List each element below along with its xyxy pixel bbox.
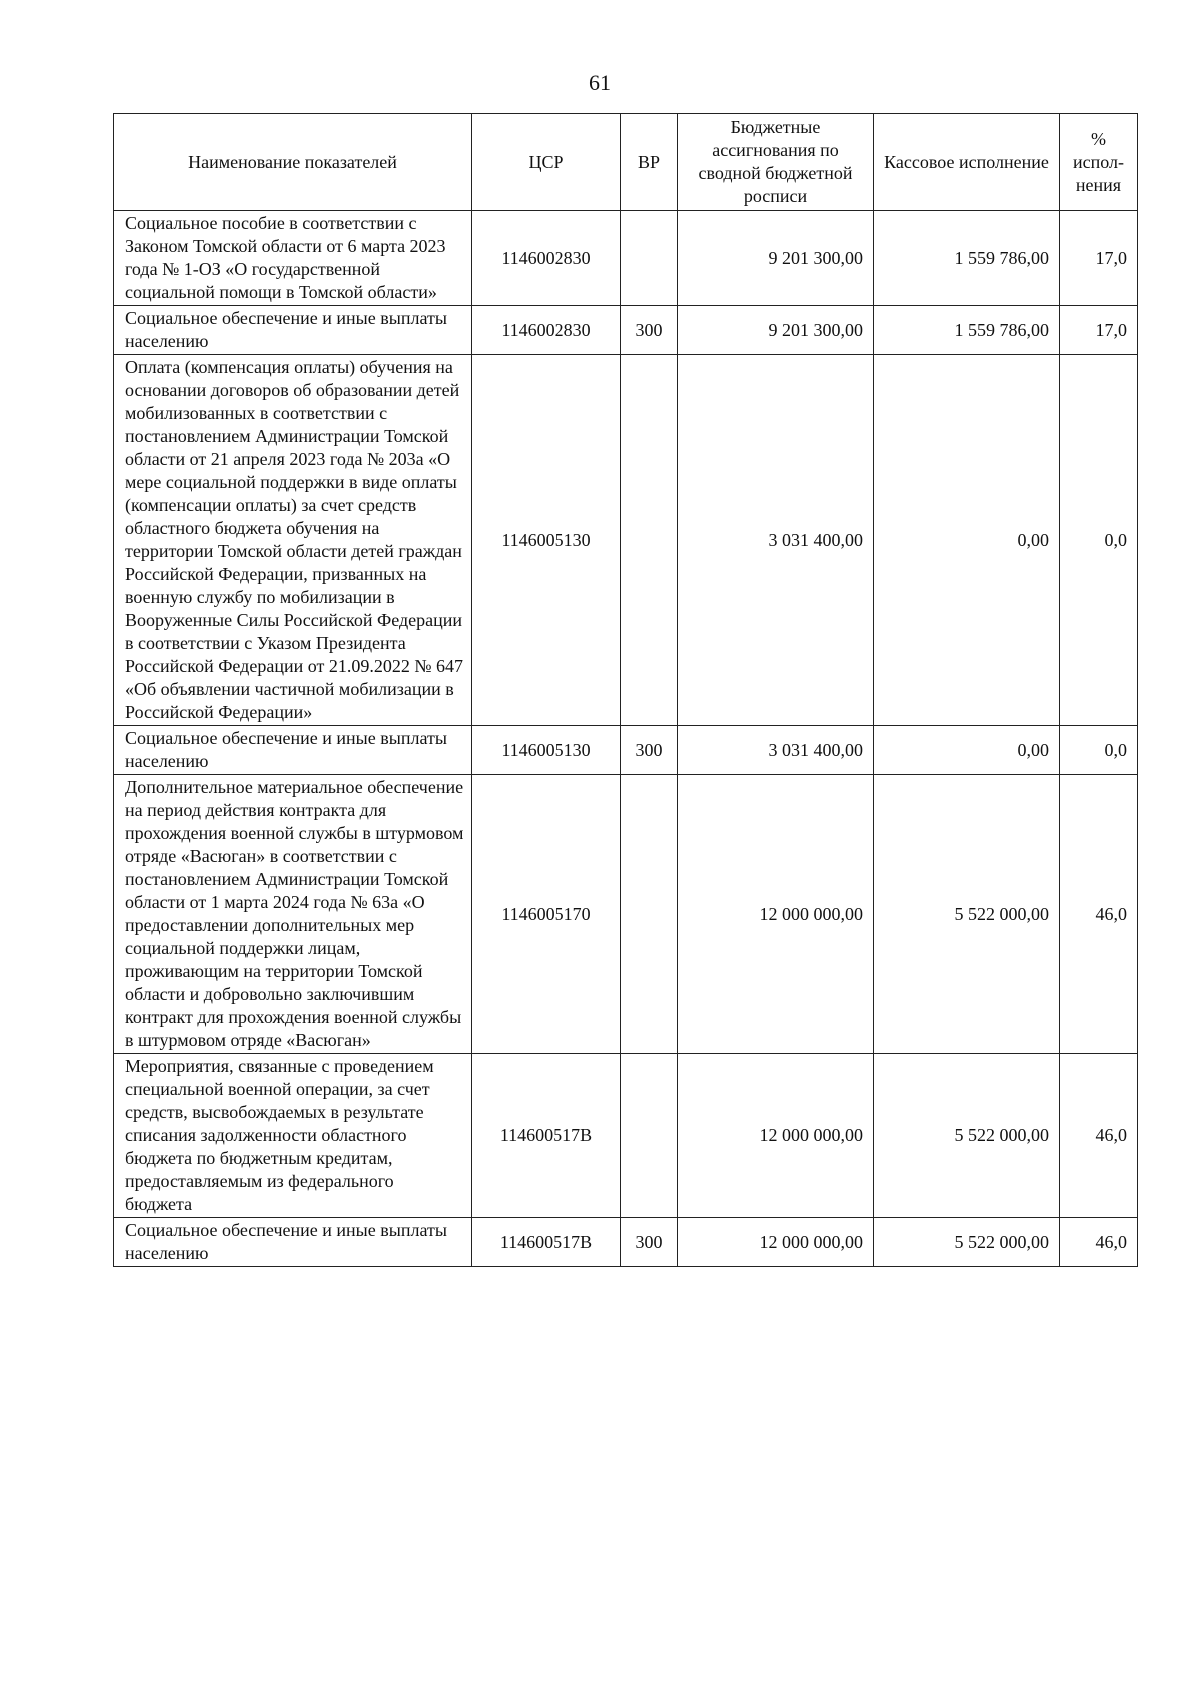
row-pct: 46,0 [1060, 1218, 1138, 1267]
table-header-row [114, 114, 1138, 211]
row-vr [621, 211, 678, 306]
row-name: Социальное обеспечение и иные выплаты населению [114, 1218, 472, 1267]
table-row [114, 726, 1138, 775]
row-budget: 12 000 000,00 [678, 775, 874, 1054]
table-row [114, 306, 1138, 355]
header-csr: ЦСР [472, 114, 621, 211]
row-cash: 1 559 786,00 [874, 211, 1060, 306]
header-budget: Бюджетные ассигнования по сводной бюджетной росписи [678, 114, 874, 211]
row-pct: 17,0 [1060, 306, 1138, 355]
row-pct: 46,0 [1060, 1054, 1138, 1218]
table-row [114, 775, 1138, 1054]
row-cash: 0,00 [874, 355, 1060, 726]
row-pct: 0,0 [1060, 355, 1138, 726]
header-pct: % испол-нения [1060, 114, 1138, 211]
header-cash: Кассовое исполнение [874, 114, 1060, 211]
row-csr: 1146005130 [472, 355, 621, 726]
table-row [114, 355, 1138, 726]
row-csr: 1146005170 [472, 775, 621, 1054]
row-name: Мероприятия, связанные с проведением специальной военной операции, за счет средств, высвобождаемых в результате списания задолженности областного бюджета по бюджетным кредитам, предоставляемым из федерального бюджета [114, 1054, 472, 1218]
row-csr: 1146002830 [472, 306, 621, 355]
row-cash: 5 522 000,00 [874, 775, 1060, 1054]
header-vr: ВР [621, 114, 678, 211]
row-budget: 9 201 300,00 [678, 306, 874, 355]
row-name: Социальное обеспечение и иные выплаты населению [114, 306, 472, 355]
row-csr: 114600517В [472, 1218, 621, 1267]
row-vr: 300 [621, 306, 678, 355]
row-pct: 0,0 [1060, 726, 1138, 775]
row-vr: 300 [621, 726, 678, 775]
row-budget: 3 031 400,00 [678, 355, 874, 726]
row-vr [621, 1054, 678, 1218]
row-cash: 5 522 000,00 [874, 1218, 1060, 1267]
row-pct: 46,0 [1060, 775, 1138, 1054]
row-budget: 12 000 000,00 [678, 1218, 874, 1267]
row-cash: 5 522 000,00 [874, 1054, 1060, 1218]
row-name: Оплата (компенсация оплаты) обучения на основании договоров об образовании детей мобилизованных в соответствии с постановлением Администрации Томской области от 21 апреля 2023 года № 203а «О мере социальной поддержки в виде оплаты (компенсации оплаты) за счет средств областного бюджета обучения на территории Томской области детей граждан Российской Федерации, призванных на военную службу по мобилизации в Вооруженные Силы Российской Федерации в соответствии с Указом Президента Российской Федерации от 21.09.2022 № 647 «Об объявлении частичной мобилизации в Российской Федерации» [114, 355, 472, 726]
table-row [114, 1054, 1138, 1218]
row-budget: 12 000 000,00 [678, 1054, 874, 1218]
row-budget: 9 201 300,00 [678, 211, 874, 306]
table-row [114, 1218, 1138, 1267]
row-csr: 1146002830 [472, 211, 621, 306]
row-cash: 1 559 786,00 [874, 306, 1060, 355]
row-vr [621, 775, 678, 1054]
row-name: Социальное пособие в соответствии с Законом Томской области от 6 марта 2023 года № 1-ОЗ «О государственной социальной помощи в Томской области» [114, 211, 472, 306]
row-name: Социальное обеспечение и иные выплаты населению [114, 726, 472, 775]
header-name: Наименование показателей [114, 114, 472, 211]
row-vr [621, 355, 678, 726]
budget-execution-table [113, 113, 1138, 1267]
table-row [114, 211, 1138, 306]
row-name: Дополнительное материальное обеспечение на период действия контракта для прохождения военной службы в штурмовом отряде «Васюган» в соответствии с постановлением Администрации Томской области от 1 марта 2024 года № 63а «О предоставлении дополнительных мер социальной поддержки лицам, проживающим на территории Томской области и добровольно заключившим контракт для прохождения военной службы в штурмовом отряде «Васюган» [114, 775, 472, 1054]
row-csr: 1146005130 [472, 726, 621, 775]
row-cash: 0,00 [874, 726, 1060, 775]
page-number: 61 [589, 70, 611, 95]
row-vr: 300 [621, 1218, 678, 1267]
row-budget: 3 031 400,00 [678, 726, 874, 775]
row-csr: 114600517В [472, 1054, 621, 1218]
row-pct: 17,0 [1060, 211, 1138, 306]
